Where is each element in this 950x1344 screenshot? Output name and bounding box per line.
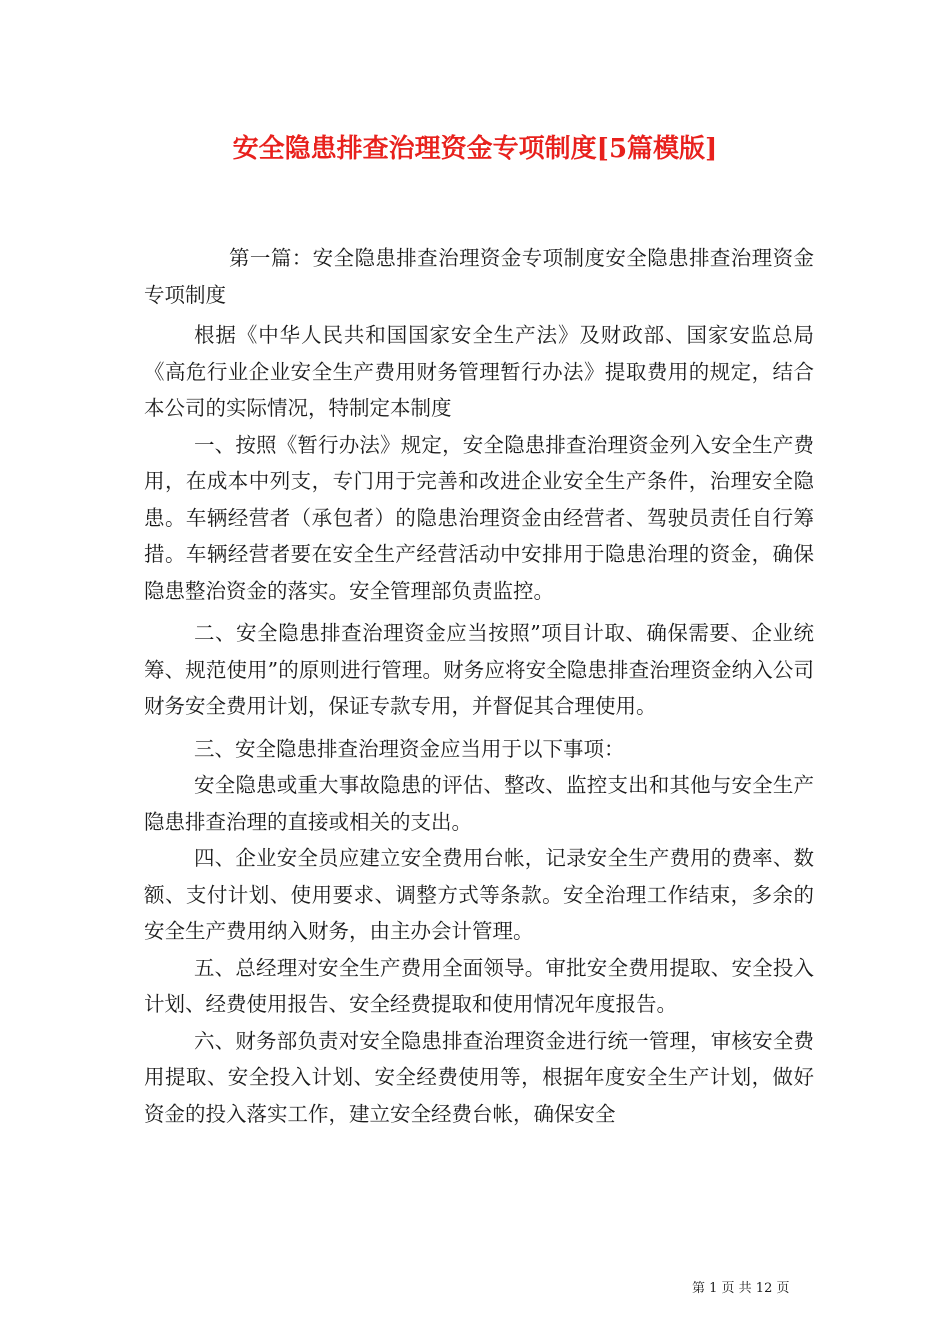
- paragraph: 四、企业安全员应建立安全费用台帐，记录安全生产费用的费率、数额、支付计划、使用要求、调整方式等条款。安全治理工作结束，多余的安全生产费用纳入财务，由主办会计管理。: [144, 846, 814, 943]
- paragraph: 根据《中华人民共和国国家安全生产法》及财政部、国家安监总局《高危行业企业安全生产费用财务管理暂行办法》提取费用的规定，结合本公司的实际情况，特制定本制度: [144, 323, 814, 420]
- paragraph: 三、安全隐患排查治理资金应当用于以下事项：: [194, 736, 625, 761]
- document-body: [144, 240, 814, 1132]
- paragraph: 六、财务部负责对安全隐患排查治理资金进行统一管理，审核安全费用提取、安全投入计划、安全经费使用等，根据年度安全生产计划，做好资金的投入落实工作，建立安全经费台帐，确保安全: [144, 1028, 814, 1126]
- paragraph-heading: 第一篇：安全隐患排查治理资金专项制度安全隐患排查治理资金专项制度: [144, 246, 814, 307]
- paragraph: 安全隐患或重大事故隐患的评估、整改、监控支出和其他与安全生产隐患排查治理的直接或相关的支出。: [144, 773, 814, 834]
- page-number: 第 1 页 共 12 页: [692, 1281, 790, 1296]
- paragraph: 一、按照《暂行办法》规定，安全隐患排查治理资金列入安全生产费用，在成本中列支，专门用于完善和改进企业安全生产条件，治理安全隐患。车辆经营者（承包者）的隐患治理资金由经营者、驾驶员责任自行筹措。车辆经营者要在安全生产经营活动中安排用于隐患治理的资金，确保隐患整治资金的落实。安全管理部负责监控。: [144, 432, 814, 603]
- paragraph: 五、总经理对安全生产费用全面领导。审批安全费用提取、安全投入计划、经费使用报告、安全经费提取和使用情况年度报告。: [144, 955, 814, 1016]
- paragraph: 二、安全隐患排查治理资金应当按照”项目计取、确保需要、企业统筹、规范使用”的原则进行管理。财务应将安全隐患排查治理资金纳入公司财务安全费用计划，保证专款专用，并督促其合理使用。: [144, 621, 814, 718]
- document-title: 安全隐患排查治理资金专项制度[5篇模版]: [232, 134, 718, 164]
